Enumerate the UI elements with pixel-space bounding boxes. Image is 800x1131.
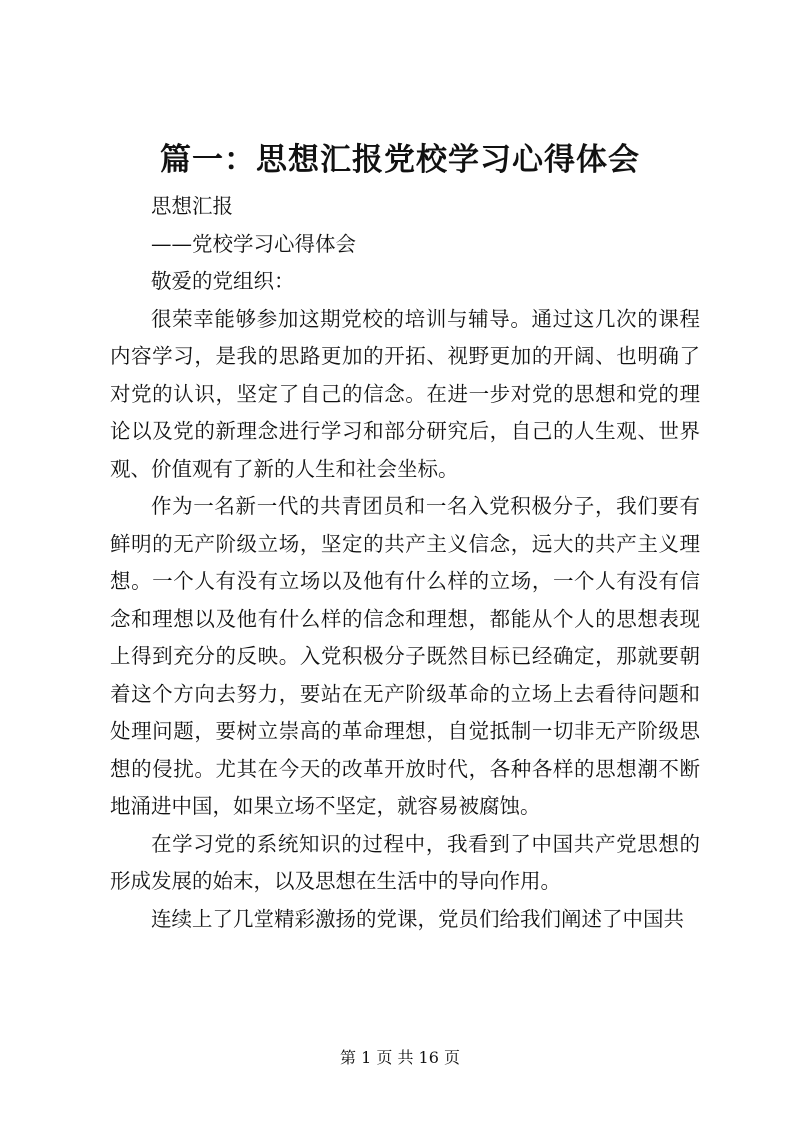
paragraph-body: 在学习党的系统知识的过程中，我看到了中国共产党思想的形成发展的始末，以及思想在生活中的导向作用。	[110, 831, 700, 893]
paragraph-subtitle: ——党校学习心得体会	[151, 231, 356, 256]
page-footer: 第 1 页 共 16 页	[340, 1048, 460, 1067]
paragraph-salutation: 敬爱的党组织：	[151, 269, 295, 293]
paragraph-body: 作为一名新一代的共青团员和一名入党积极分子，我们要有鲜明的无产阶级立场，坚定的共产主义信念，远大的共产主义理想。一个人有没有立场以及他有什么样的立场，一个人有没有信念和理想以及他有什么样的信念和理想，都能从个人的思想表现上得到充分的反映。入党积极分子既然目标已经确定，那就要朝着这个方向去努力，要站在无产阶级革命的立场上去看待问题和处理问题，要树立崇高的革命理想，自觉抵制一切非无产阶级思想的侵扰。尤其在今天的改革开放时代，各种各样的思想潮不断地涌进中国，如果立场不坚定，就容易被腐蚀。	[110, 494, 700, 818]
paragraph-heading: 思想汇报	[151, 194, 233, 218]
paragraph-body: 连续上了几堂精彩激扬的党课，党员们给我们阐述了中国共	[151, 906, 684, 931]
document-body	[110, 188, 700, 938]
document-title: 篇一：思想汇报党校学习心得体会	[160, 142, 640, 178]
paragraph-body: 很荣幸能够参加这期党校的培训与辅导。通过这几次的课程内容学习，是我的思路更加的开拓、视野更加的开阔、也明确了对党的认识，坚定了自己的信念。在进一步对党的思想和党的理论以及党的新理念进行学习和部分研究后，自己的人生观、世界观、价值观有了新的人生和社会坐标。	[110, 306, 700, 481]
